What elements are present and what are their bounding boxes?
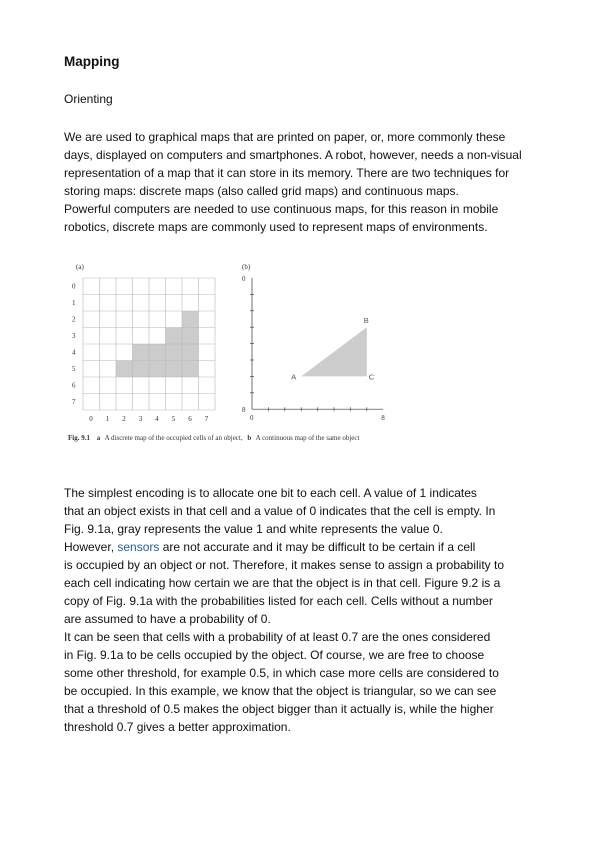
row-label: 1 xyxy=(72,299,76,307)
row-label: 3 xyxy=(72,332,76,340)
y-axis-end-label: 8 xyxy=(242,406,246,415)
section-heading: Mapping xyxy=(64,54,120,69)
body-text: are not accurate and it may be difficult to be certain if a cell xyxy=(159,540,476,554)
body-line: threshold 0.7 gives a better approximation. xyxy=(64,720,291,734)
body-line: copy of Fig. 9.1a with the probabilities listed for each cell. Cells without a number xyxy=(64,594,493,608)
caption-text-b: A continuous map of the same object xyxy=(255,434,360,442)
intro-paragraph xyxy=(64,128,534,236)
row-label: 6 xyxy=(72,381,76,390)
caption-panel-b: b xyxy=(247,434,252,442)
body-line: The simplest encoding is to allocate one bit to each cell. A value of 1 indicates xyxy=(64,486,477,500)
point-label-c: C xyxy=(368,372,375,382)
column-label: 5 xyxy=(171,415,176,423)
point-label-a: A xyxy=(291,372,297,382)
row-label: 0 xyxy=(72,282,76,291)
caption-text-a: A discrete map of the occupied cells of an object, xyxy=(104,434,243,442)
intro-line: storing maps: discrete maps (also called grid maps) and continuous maps. xyxy=(64,184,459,198)
column-label: 6 xyxy=(188,415,192,423)
panel-b-label: (b) xyxy=(242,263,251,271)
body-line: is occupied by an object or not. Therefore, it makes sense to assign a probability to xyxy=(64,558,505,572)
body-line: in Fig. 9.1a to be cells occupied by the object. Of course, we are free to choose xyxy=(64,648,485,662)
intro-line: days, displayed on computers and smartphones. A robot, however, needs a non-visual xyxy=(64,148,522,162)
y-axis-start-label: 0 xyxy=(242,275,246,283)
figure-caption xyxy=(68,434,360,442)
body-line: It can be seen that cells with a probability of at least 0.7 are the ones considered xyxy=(64,630,491,644)
row-label: 4 xyxy=(72,348,76,357)
body-paragraph xyxy=(64,484,534,736)
body-line: are assumed to have a probability of 0. xyxy=(64,612,271,626)
sensors-link[interactable]: sensors xyxy=(117,540,160,554)
body-line: some other threshold, for example 0.5, in which case more cells are considered to xyxy=(64,666,499,680)
body-line: that a threshold of 0.5 makes the object bigger than it actually is, while the higher xyxy=(64,702,494,716)
figure-9-1 xyxy=(60,255,400,447)
discrete-map xyxy=(72,278,215,423)
intro-line: representation of a map that it can store in its memory. There are two techniques for xyxy=(64,166,510,180)
continuous-map xyxy=(242,275,385,422)
occupied-cell xyxy=(166,361,183,378)
caption-panel-a: a xyxy=(96,434,101,442)
intro-line: We are used to graphical maps that are printed on paper, or, more commonly these xyxy=(64,130,506,144)
caption-fig-number: Fig. 9.1 xyxy=(68,434,90,442)
object-triangle xyxy=(301,327,367,376)
occupied-cell xyxy=(182,328,199,345)
occupied-cell xyxy=(182,344,199,361)
body-line: Fig. 9.1a, gray represents the value 1 and white represents the value 0. xyxy=(64,522,443,536)
occupied-cell xyxy=(182,361,199,378)
occupied-cell xyxy=(133,344,150,361)
column-label: 0 xyxy=(89,415,93,423)
intro-line: robotics, discrete maps are commonly used to represent maps of environments. xyxy=(64,220,488,234)
column-label: 1 xyxy=(105,415,110,423)
column-label: 2 xyxy=(122,415,126,423)
x-axis-start-label: 0 xyxy=(250,414,254,423)
column-label: 3 xyxy=(138,415,143,423)
row-label: 7 xyxy=(72,398,76,406)
point-label-b: B xyxy=(363,316,369,326)
subsection-heading: Orienting xyxy=(64,92,113,106)
body-line xyxy=(64,538,534,556)
occupied-cell xyxy=(133,361,150,378)
occupied-cell xyxy=(166,344,183,361)
body-text: However, xyxy=(64,540,118,554)
occupied-cell xyxy=(149,361,166,378)
body-line: that an object exists in that cell and a value of 0 indicates that the cell is empty. In xyxy=(64,504,496,518)
occupied-cell xyxy=(116,361,133,378)
body-line: each cell indicating how certain we are that the object is in that cell. Figure 9.2 is a xyxy=(64,576,501,590)
occupied-cell xyxy=(182,311,199,328)
column-label: 4 xyxy=(155,415,159,423)
occupied-cell xyxy=(149,344,166,361)
row-label: 2 xyxy=(72,315,76,324)
panel-a-label: (a) xyxy=(76,263,84,271)
intro-line: Powerful computers are needed to use continuous maps, for this reason in mobile xyxy=(64,202,499,216)
body-line: be occupied. In this example, we know that the object is triangular, so we can see xyxy=(64,684,497,698)
occupied-cell xyxy=(166,328,183,345)
column-label: 7 xyxy=(204,415,209,423)
row-label: 5 xyxy=(72,365,76,373)
x-axis-end-label: 8 xyxy=(381,414,385,423)
